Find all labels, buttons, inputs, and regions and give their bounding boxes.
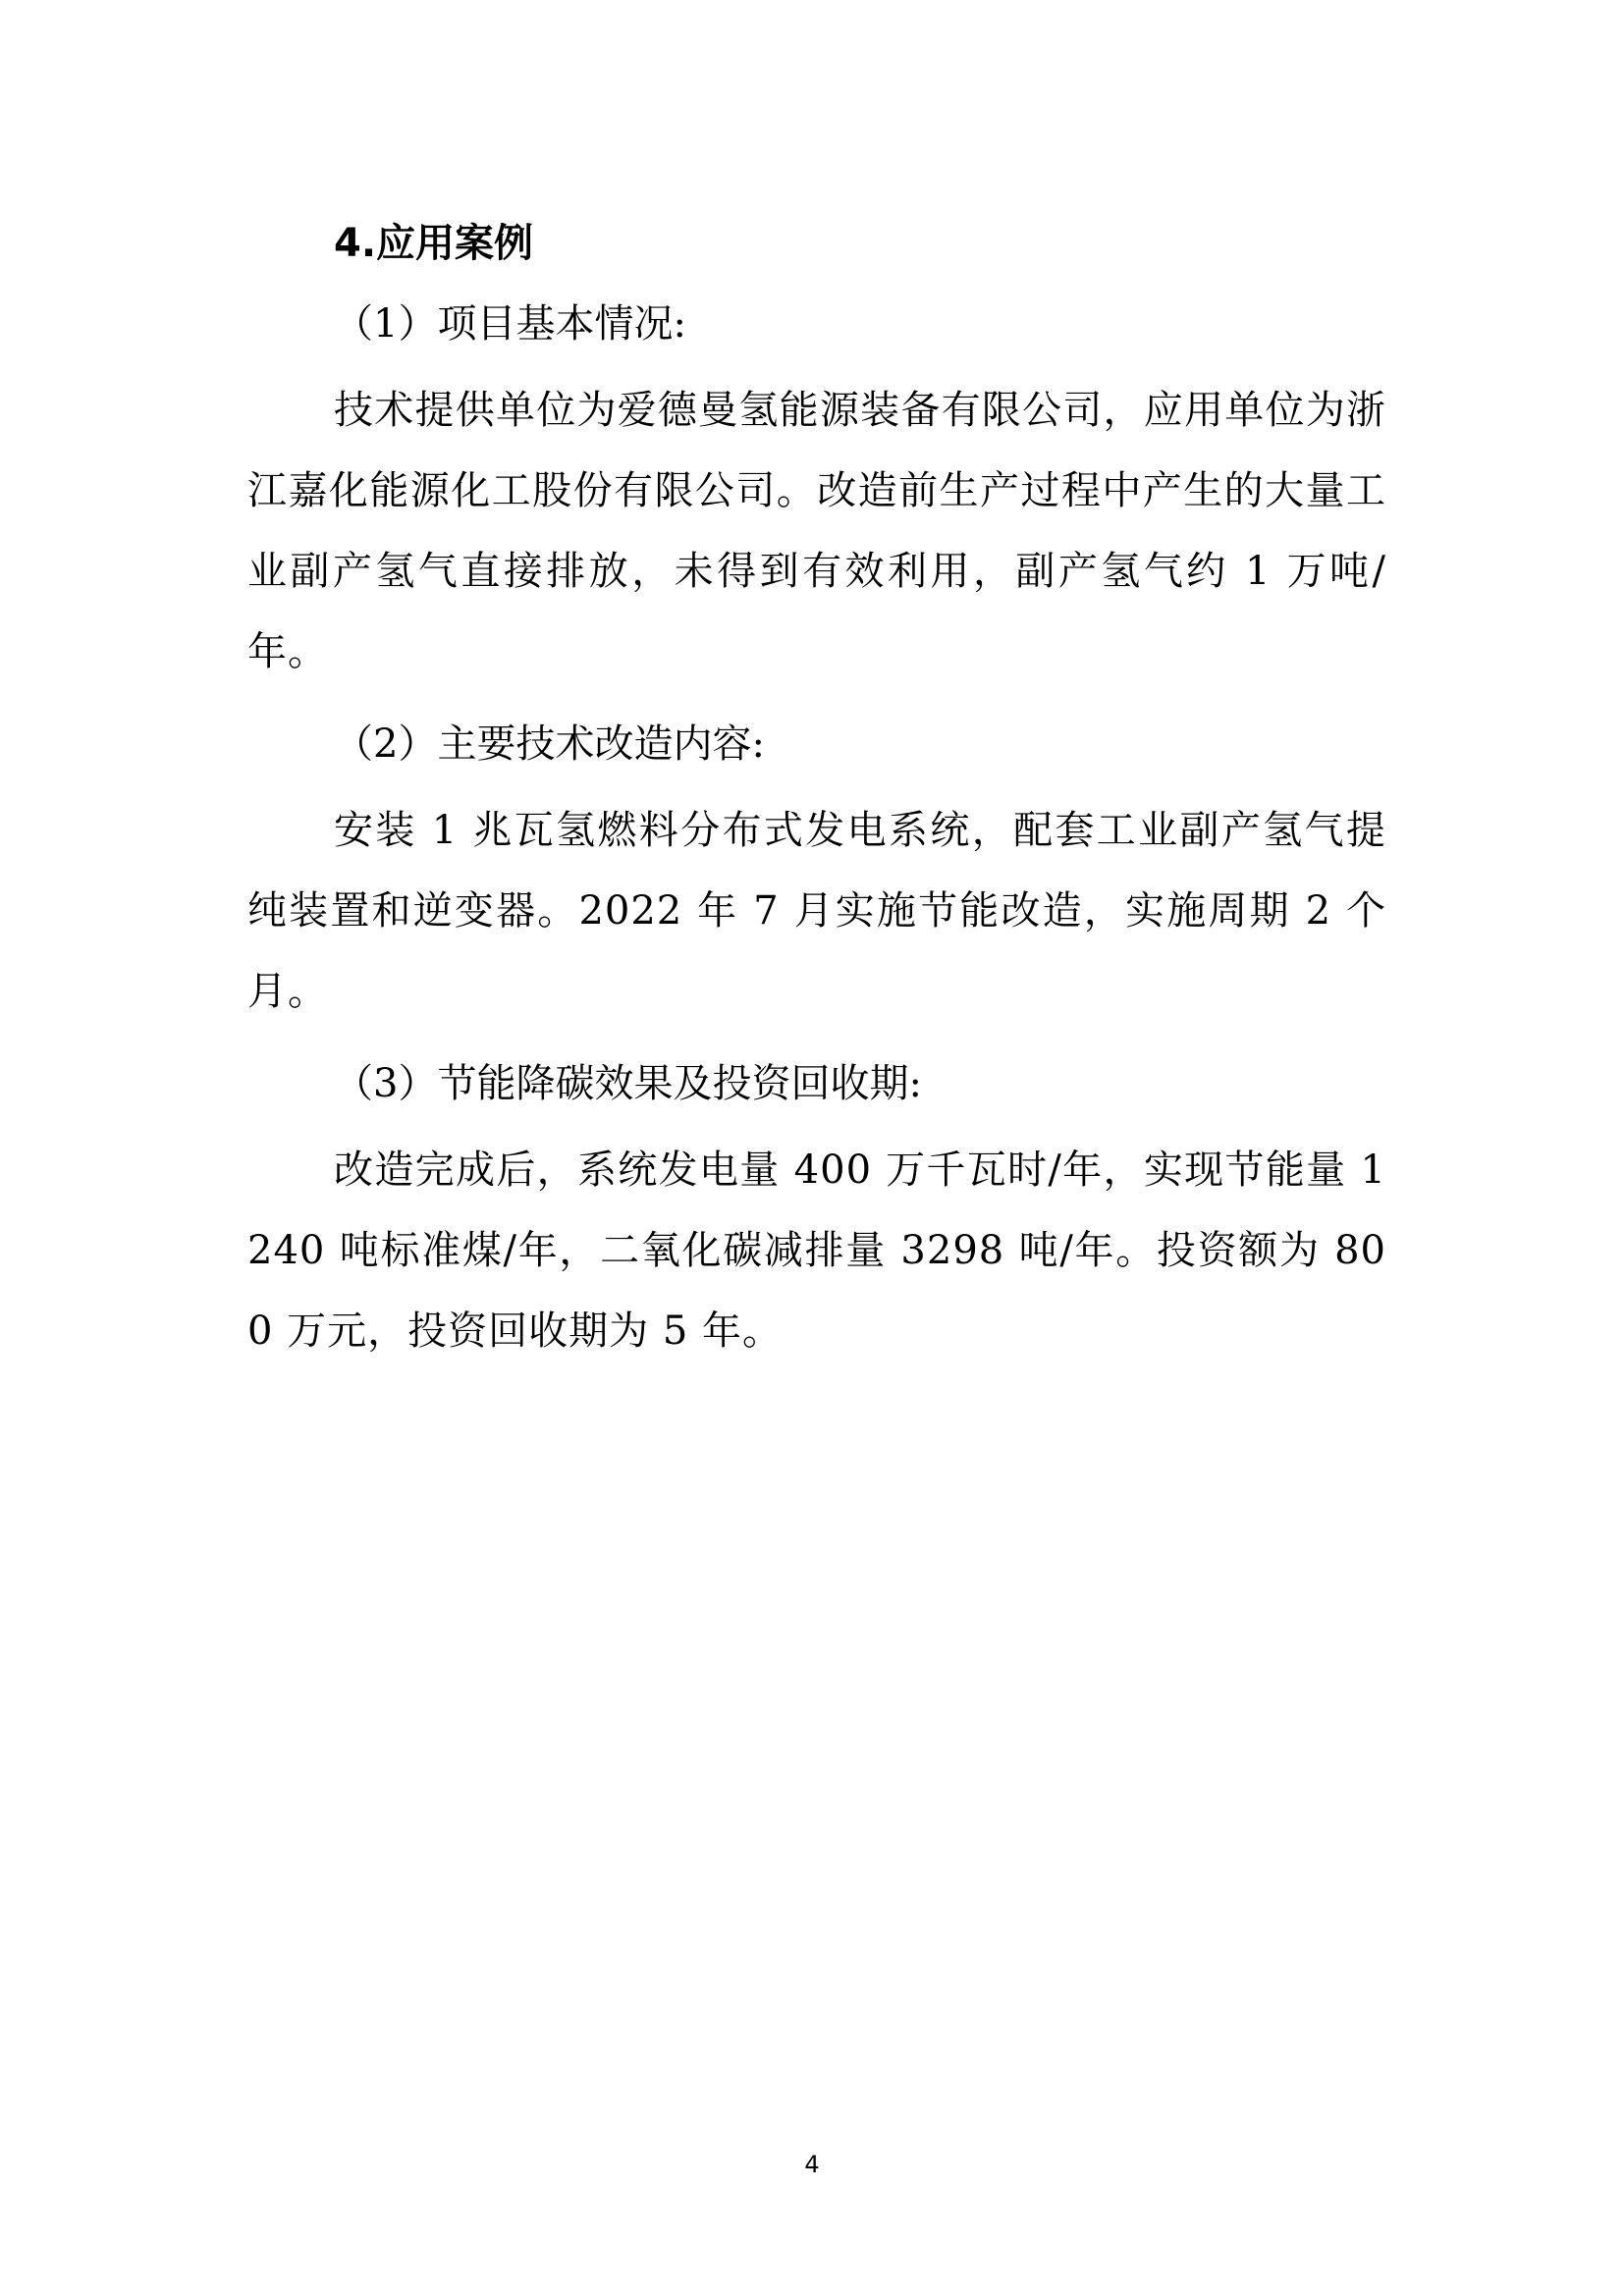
subheading-basic-info: （1）项目基本情况: — [334, 301, 686, 347]
paragraph-effect-payback: 改造完成后，系统发电量 400 万千瓦时/年，实现节能量 1240 吨标准煤/年，二氧化碳减排量 3298 吨/年。投资额为 800 万元，投资回收期为 5 年。 — [247, 1148, 1386, 1354]
paragraph-basic-info: 技术提供单位为爱德曼氢能源装备有限公司，应用单位为浙江嘉化能源化工股份有限公司。改造前生产过程中产生的大量工业副产氢气直接排放，未得到有效利用，副产氢气约 1 万吨/年。 — [247, 388, 1386, 674]
subheading-tech-content: （2）主要技术改造内容: — [334, 721, 765, 767]
subheading-effect-payback: （3）节能降碳效果及投资回收期: — [334, 1061, 922, 1106]
section-heading: 4.应用案例 — [334, 221, 534, 266]
page-number: 4 — [804, 2151, 820, 2178]
paragraph-tech-content: 安装 1 兆瓦氢燃料分布式发电系统，配套工业副产氢气提纯装置和逆变器。2022 年 7 月实施节能改造，实施周期 2 个月。 — [247, 808, 1386, 1014]
document-body — [247, 209, 1386, 1371]
